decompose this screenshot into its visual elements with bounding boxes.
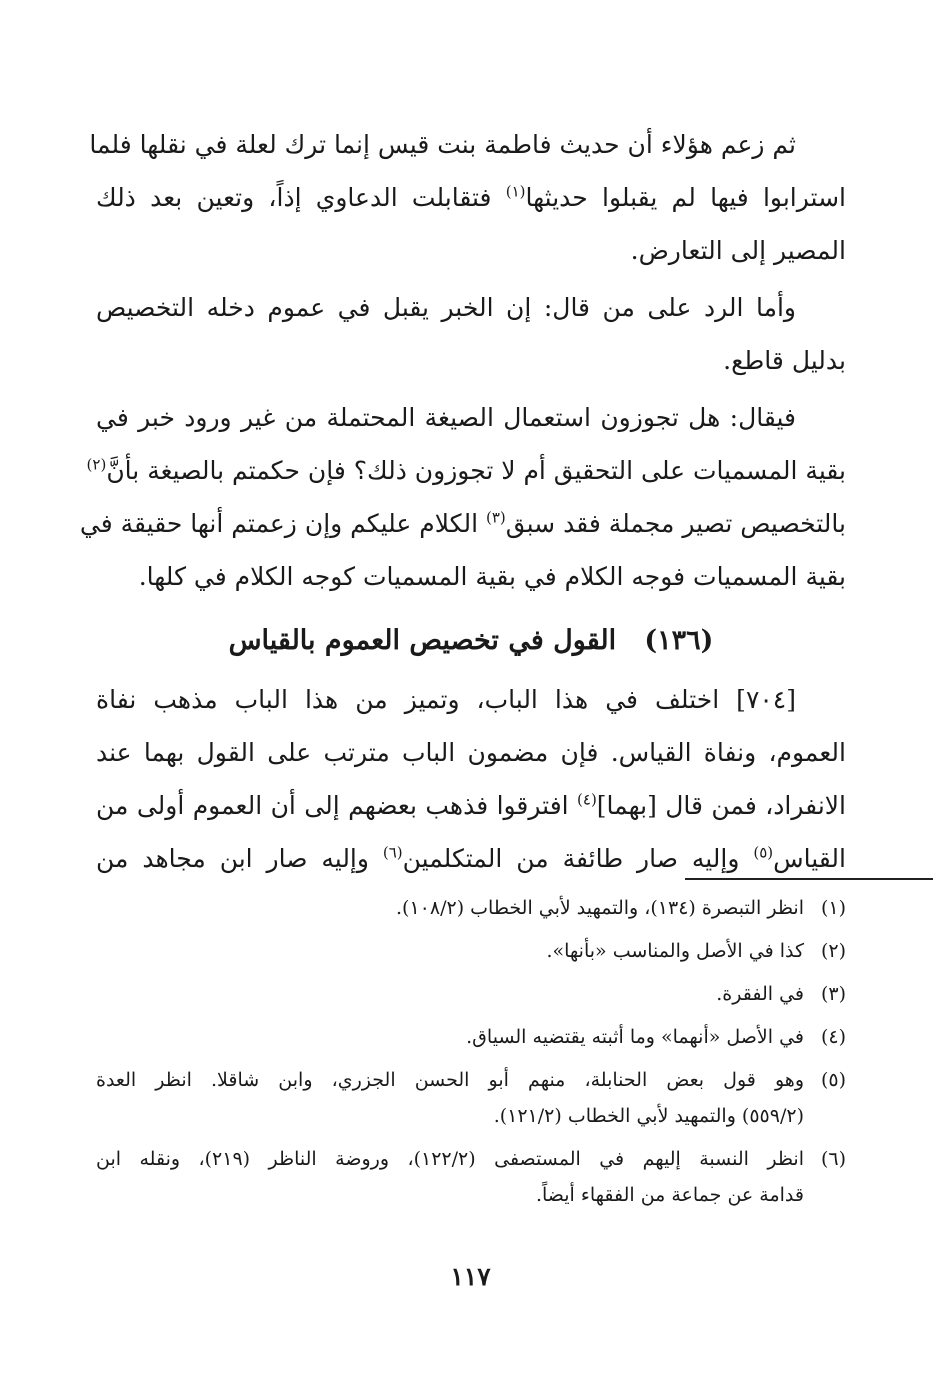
footnote-ref[interactable]: (١) xyxy=(505,182,526,201)
footnote-item xyxy=(96,890,846,926)
footnote-item xyxy=(96,1141,846,1213)
line-text: بقية المسميات فوجه الكلام في بقية المسميات كوجه الكلام في كلها. xyxy=(138,562,846,591)
paragraph-4 xyxy=(96,673,846,885)
line-text: ثم زعم هؤلاء أن حديث فاطمة بنت قيس إنما ترك لعلة في نقلها فلما xyxy=(89,130,796,159)
footnote-number: (٤) xyxy=(820,1026,846,1048)
paragraph-line xyxy=(79,497,846,550)
line-text: فيقال: هل تجوزون استعمال الصيغة المحتملة من غير ورود خبر في xyxy=(96,403,796,432)
footnote-line: انظر التبصرة (١٣٤)، والتمهيد لأبي الخطاب (١٠٨/٢). xyxy=(396,897,804,919)
paragraph-line xyxy=(96,726,846,779)
line-text: القياس xyxy=(773,844,846,873)
line-text: وإليه صار طائفة من المتكلمين xyxy=(402,844,754,873)
section-number: (١٣٦) xyxy=(644,625,714,656)
footnote-text xyxy=(96,1141,804,1213)
footnote-line: في الفقرة. xyxy=(716,983,804,1005)
paragraph-line xyxy=(96,673,846,726)
section-title: القول في تخصيص العموم بالقياس xyxy=(228,625,617,656)
line-text: [٧٠٤] اختلف في هذا الباب، وتميز من هذا الباب مذهب نفاة xyxy=(96,685,796,714)
footnote-separator xyxy=(685,878,933,880)
footnote-text xyxy=(96,933,804,969)
section-heading xyxy=(96,613,846,669)
paragraph-line xyxy=(86,444,846,497)
footnote-item xyxy=(96,976,846,1012)
paragraph-line xyxy=(89,118,846,171)
line-text: استرابوا فيها لم يقبلوا حديثها xyxy=(525,183,846,212)
footnote-number: (٢) xyxy=(820,940,846,962)
footnote-item xyxy=(96,1019,846,1055)
footnote-text xyxy=(96,976,804,1012)
line-text: العموم، ونفاة القياس. فإن مضمون الباب مترتب على القول بهما عند xyxy=(96,738,846,767)
footnotes xyxy=(96,890,846,1220)
line-text: افترقوا فذهب بعضهم إلى أن العموم أولى من xyxy=(96,791,578,820)
paragraph-line xyxy=(96,550,846,603)
paragraph-2 xyxy=(96,281,846,387)
footnote-item xyxy=(96,933,846,969)
footnote-line: في الأصل «أنهما» وما أثبته يقتضيه السياق. xyxy=(466,1026,804,1048)
paragraph-line xyxy=(96,224,846,277)
footnote-number: (٣) xyxy=(820,983,846,1005)
footnote-ref[interactable]: (٤) xyxy=(577,790,597,809)
line-text: بقية المسميات على التحقيق أم لا تجوزون ذلك؟ فإن حكمتم بالصيغة بأنَّ xyxy=(106,456,846,485)
paragraph-line xyxy=(96,391,846,444)
paragraph-3 xyxy=(79,391,846,603)
line-text: بدليل قاطع. xyxy=(723,346,846,375)
line-text: المصير إلى التعارض. xyxy=(630,236,846,265)
footnote-number: (٦) xyxy=(820,1148,846,1170)
footnote-line: (٥٥٩/٢) والتمهيد لأبي الخطاب (١٢١/٢). xyxy=(493,1105,804,1127)
footnote-ref[interactable]: (٢) xyxy=(86,455,107,474)
paragraph-line xyxy=(96,334,846,387)
footnote-ref[interactable]: (٥) xyxy=(753,843,774,862)
paragraph-line xyxy=(96,281,846,334)
line-text: وأما الرد على من قال: إن الخبر يقبل في عموم دخله التخصيص xyxy=(96,293,796,322)
paragraph-line xyxy=(96,779,846,832)
footnote-number: (١) xyxy=(820,897,846,919)
paragraph-1 xyxy=(89,118,846,277)
footnote-text xyxy=(96,1062,804,1134)
paragraph-line xyxy=(96,171,846,224)
page-body xyxy=(79,118,846,885)
footnote-text xyxy=(96,1019,804,1055)
line-text: الكلام عليكم وإن زعمتم أنها حقيقة في xyxy=(79,509,486,538)
footnote-text xyxy=(96,890,804,926)
line-text: وإليه صار ابن مجاهد من xyxy=(96,844,383,873)
footnote-line: انظر النسبة إليهم في المستصفى (١٢٢/٢)، وروضة الناظر (٢١٩)، ونقله ابن xyxy=(96,1148,804,1170)
footnote-line: كذا في الأصل والمناسب «بأنها». xyxy=(546,940,804,962)
line-text: بالتخصيص تصير مجملة فقد سبق xyxy=(505,509,846,538)
footnote-number: (٥) xyxy=(820,1069,846,1091)
footnote-item xyxy=(96,1062,846,1134)
footnote-line: وهو قول بعض الحنابلة، منهم أبو الحسن الجزري، وابن شاقلا. انظر العدة xyxy=(96,1069,804,1091)
line-text: فتقابلت الدعاوي إذاً، وتعين بعد ذلك xyxy=(96,183,506,212)
footnote-line: قدامة عن جماعة من الفقهاء أيضاً. xyxy=(535,1184,804,1206)
footnote-ref[interactable]: (٣) xyxy=(486,508,506,527)
footnote-ref[interactable]: (٦) xyxy=(382,843,403,862)
page-number: ١١٧ xyxy=(450,1262,491,1291)
line-text: الانفراد، فمن قال [بهما] xyxy=(596,791,846,820)
